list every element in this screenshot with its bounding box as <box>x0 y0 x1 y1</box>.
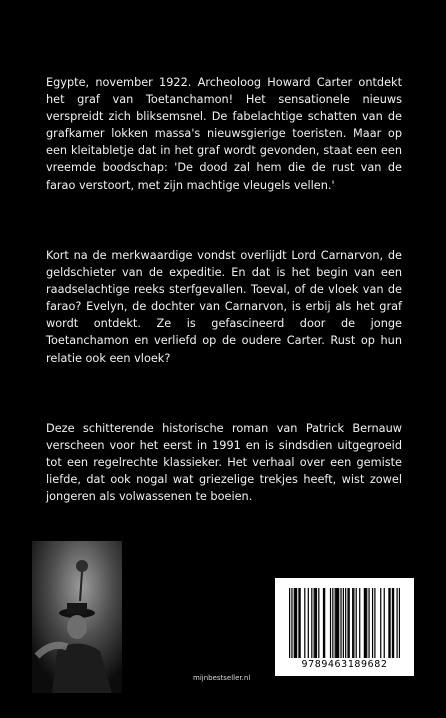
barcode-bar <box>340 588 341 658</box>
barcode-bar <box>332 588 333 658</box>
barcode-bar <box>311 588 312 658</box>
author-photo <box>32 541 122 693</box>
barcode-bar <box>396 588 397 658</box>
barcode-bar <box>324 588 325 658</box>
barcode-bar <box>368 588 369 658</box>
barcode-bar <box>349 588 350 658</box>
barcode-bar <box>308 588 309 658</box>
barcode-bar <box>366 588 367 658</box>
barcode-bar <box>399 588 400 658</box>
blurb-paragraph-2: Kort na de merkwaardige vondst overlijdt Lord Carnarvon, de geldschieter van de expeditie. En dat is het begin van een raadselachtige reeks sterfgevallen. Toeval, of de vloek van de farao? Evelyn, de dochter van Carnarvon, is erbij als het graf wordt ontdekt. Ze is gefascineerd door de jonge Toetanchamon en verliefd op de oudere Carter. Rust op hun relatie ook een vloek? <box>46 249 402 365</box>
author-photo-illustration <box>32 541 122 693</box>
barcode-bar <box>330 588 331 658</box>
barcode-bar <box>338 588 339 658</box>
barcode-bars <box>289 588 400 658</box>
isbn-barcode <box>275 578 414 676</box>
barcode-bar <box>315 588 316 658</box>
isbn-number: 9789463189682 <box>301 659 388 670</box>
barcode-bar <box>291 588 292 658</box>
barcode-bar <box>298 588 299 658</box>
barcode-bar <box>372 588 373 658</box>
barcode-bar <box>364 588 365 658</box>
barcode-bar <box>335 588 336 658</box>
barcode-bar <box>393 588 394 658</box>
barcode-bar <box>323 588 324 658</box>
barcode-bar <box>365 588 366 658</box>
publisher-website: mijnbestseller.nl <box>193 674 251 682</box>
barcode-bar <box>392 588 393 658</box>
blurb-paragraph-1: Egypte, november 1922. Archeoloog Howard Carter ontdekt het graf van Toetanchamon! Het sensationele nieuws verspreidt zich bliksemsnel. De fabelachtige schatten van de grafkamer lokken massa's nieuwsgierige toeristen. Maar op een kleitabletje dat in het graf wordt gevonden, staat een een vreemde boodschap: 'De dood zal hem die de rust van de farao verstoort, met zijn machtige vleugels vellen.' <box>46 76 402 192</box>
barcode-bar <box>295 588 296 658</box>
barcode-bar <box>359 588 360 658</box>
barcode-bar <box>336 588 337 658</box>
barcode-bar <box>353 588 354 658</box>
barcode-bar <box>347 588 348 658</box>
barcode-bar <box>356 588 357 658</box>
barcode-bar <box>300 588 301 658</box>
barcode-bar <box>294 588 295 658</box>
barcode-bar <box>337 588 338 658</box>
barcode-bar <box>318 588 319 658</box>
barcode-bar <box>352 588 353 658</box>
barcode-bar <box>384 588 385 658</box>
barcode-bar <box>316 588 317 658</box>
barcode-bar <box>389 588 390 658</box>
barcode-bar <box>380 588 381 658</box>
barcode-bar <box>374 588 375 658</box>
barcode-bar <box>388 588 389 658</box>
barcode-bar <box>314 588 315 658</box>
blurb-paragraph-3: Deze schitterende historische roman van Patrick Bernauw verscheen voor het eerst in 1991 en is sindsdien uitgegroeid tot een regelrechte klassieker. Het verhaal over een gemiste liefde, dat ook nogal wat griezelige trekjes heeft, wist zowel jongeren als volwassenen te boeien. <box>46 422 402 504</box>
barcode-bar <box>345 588 346 658</box>
barcode-bar <box>343 588 344 658</box>
barcode-bar <box>304 588 305 658</box>
barcode-bar <box>289 588 290 658</box>
barcode-bar <box>296 588 297 658</box>
